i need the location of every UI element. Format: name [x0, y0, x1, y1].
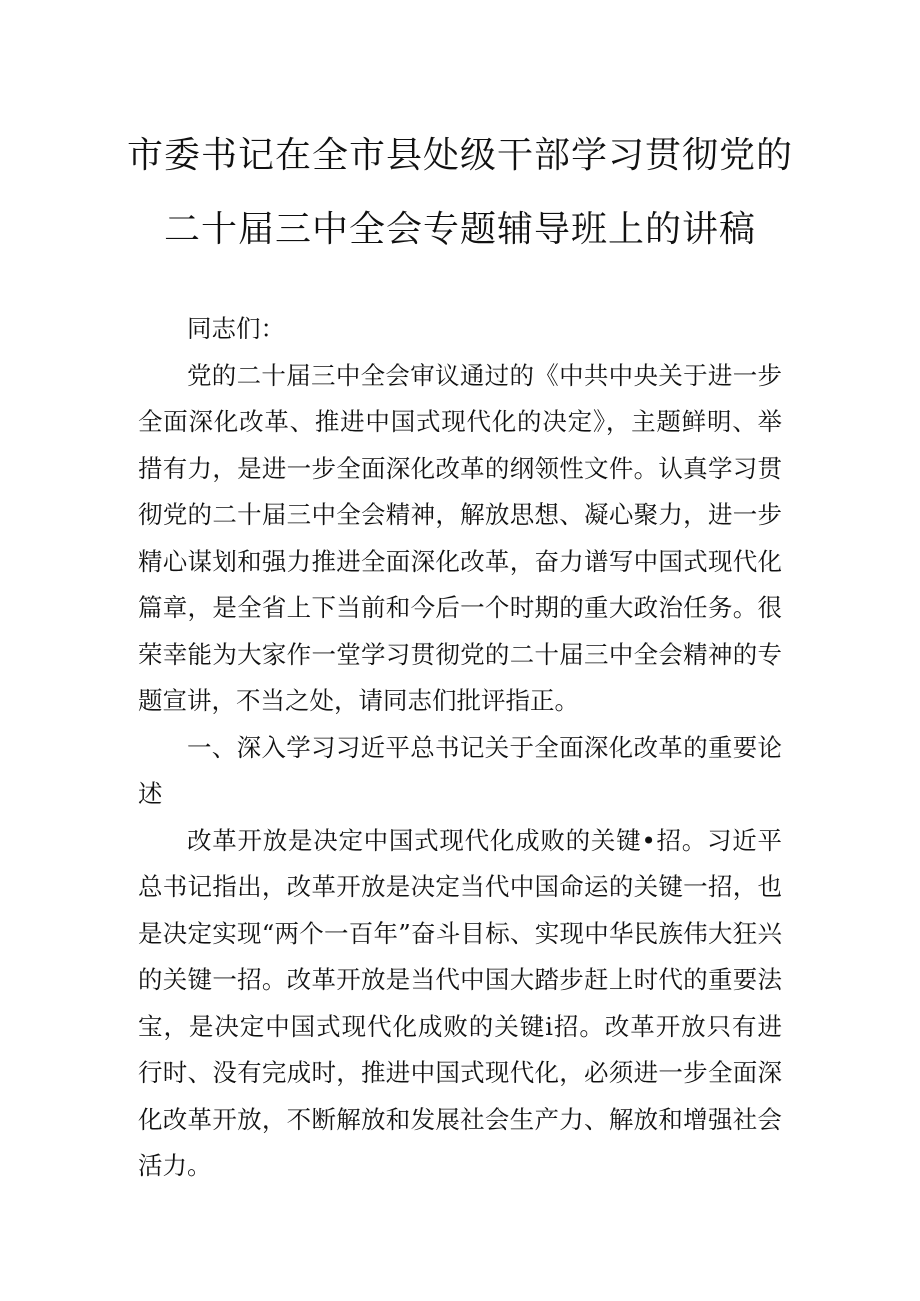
- greeting: 同志们：: [187, 314, 285, 343]
- section-heading-1: 一、深入学习习近平总书记关于全面深化改革的重要论述: [138, 732, 782, 808]
- document-title-line-2: 二十届三中全会专题辅导班上的讲稿: [163, 209, 756, 250]
- paragraph-intro: 党的二十届三中全会审议通过的《中共中央关于进一步全面深化改革、推进中国式现代化的决定》，主题鲜明、举措有力，是进一步全面深化改革的纲领性文件。认真学习贯彻党的二十届三中全会精神，解放思想、凝心聚力，进一步精心谋划和强力推进全面深化改革，奋力谱写中国式现代化篇章，是全省上下当前和今后一个时期的重大政治任务。很荣幸能为大家作一堂学习贯彻党的二十届三中全会精神的专题宣讲，不当之处，请同志们批评指正。: [138, 360, 782, 715]
- paragraph-reform: 改革开放是决定中国式现代化成败的关键•招。习近平总书记指出，改革开放是决定当代中国命运的关键一招，也是决定实现“两个一百年”奋斗目标、实现中华民族伟大狂兴的关键一招。改革开放是当代中国大踏步赶上时代的重要法宝，是决定中国式现代化成败的关键i招。改革开放只有进行时、没有完成时，推进中国式现代化，必须进一步全面深化改革开放，不断解放和发展社会生产力、解放和增强社会活力。: [138, 825, 782, 1180]
- document-title-line-1: 市委书记在全市县处级干部学习贯彻党的: [126, 135, 793, 176]
- document-body: [138, 306, 782, 1190]
